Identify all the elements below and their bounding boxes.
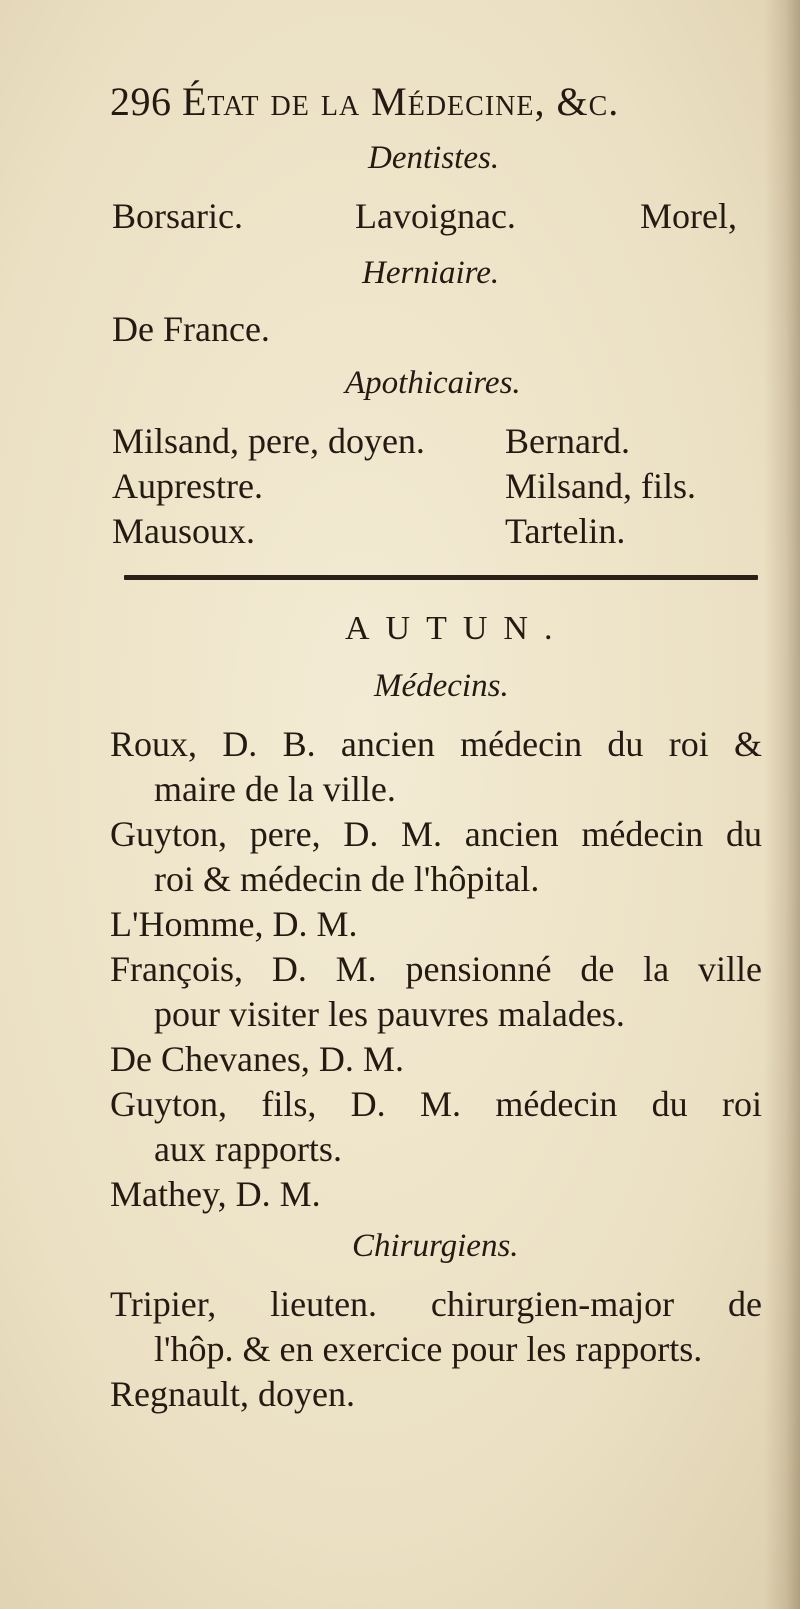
entry-line: Roux, D. B. ancien médecin du roi & (110, 724, 762, 764)
entry-line: Guyton, pere, D. M. ancien médecin du (110, 814, 762, 854)
running-title: État de la Médecine, &c. (182, 79, 620, 124)
entry-continuation: roi & médecin de l'hôpital. (154, 859, 540, 899)
entry-regnault (110, 1372, 762, 1417)
section-divider-rule (124, 575, 758, 580)
section-heading-medecins: Médecins. (374, 668, 509, 704)
name-item: Tartelin. (505, 511, 626, 551)
entry-guyton-pere (110, 812, 762, 902)
name-item: Auprestre. (112, 466, 263, 506)
name-item: Morel, (640, 196, 737, 236)
entry-continuation: l'hôp. & en exercice pour les rapports. (154, 1329, 703, 1369)
section-heading-apothicaires: Apothicaires. (345, 365, 521, 401)
entry-tripier (110, 1282, 762, 1372)
name-item: Lavoignac. (355, 196, 516, 236)
entry-continuation: aux rapports. (154, 1129, 342, 1169)
name-item: Bernard. (505, 421, 630, 461)
running-header (110, 78, 619, 125)
entry-lhomme (110, 902, 762, 947)
entry-de-chevanes (110, 1037, 762, 1082)
entry-line: François, D. M. pensionné de la ville (110, 949, 762, 989)
name-item: Milsand, fils. (505, 466, 697, 506)
entry-line: Guyton, fils, D. M. médecin du roi (110, 1084, 762, 1124)
entry-line: Tripier, lieuten. chirurgien-major de (110, 1284, 762, 1324)
page-number: 296 (110, 79, 172, 124)
section-heading-dentistes: Dentistes. (368, 140, 500, 176)
entry-line: L'Homme, D. M. (110, 904, 358, 944)
name-item: Milsand, pere, doyen. (112, 421, 425, 461)
entry-continuation: maire de la ville. (154, 769, 396, 809)
entry-line: Regnault, doyen. (110, 1374, 355, 1414)
entry-roux (110, 722, 762, 812)
city-heading: AUTUN. (345, 610, 569, 647)
page-gutter-shadow (764, 0, 800, 1609)
section-heading-herniaire: Herniaire. (362, 255, 500, 291)
entry-line: De Chevanes, D. M. (110, 1039, 404, 1079)
entry-mathey (110, 1172, 762, 1217)
name-item: Borsaric. (112, 196, 243, 236)
section-heading-chirurgiens: Chirurgiens. (352, 1228, 519, 1264)
entry-francois (110, 947, 762, 1037)
name-item: Mausoux. (112, 511, 255, 551)
entry-line: Mathey, D. M. (110, 1174, 321, 1214)
entry-guyton-fils (110, 1082, 762, 1172)
entry-continuation: pour visiter les pauvres malades. (154, 994, 625, 1034)
name-item: De France. (112, 309, 270, 349)
